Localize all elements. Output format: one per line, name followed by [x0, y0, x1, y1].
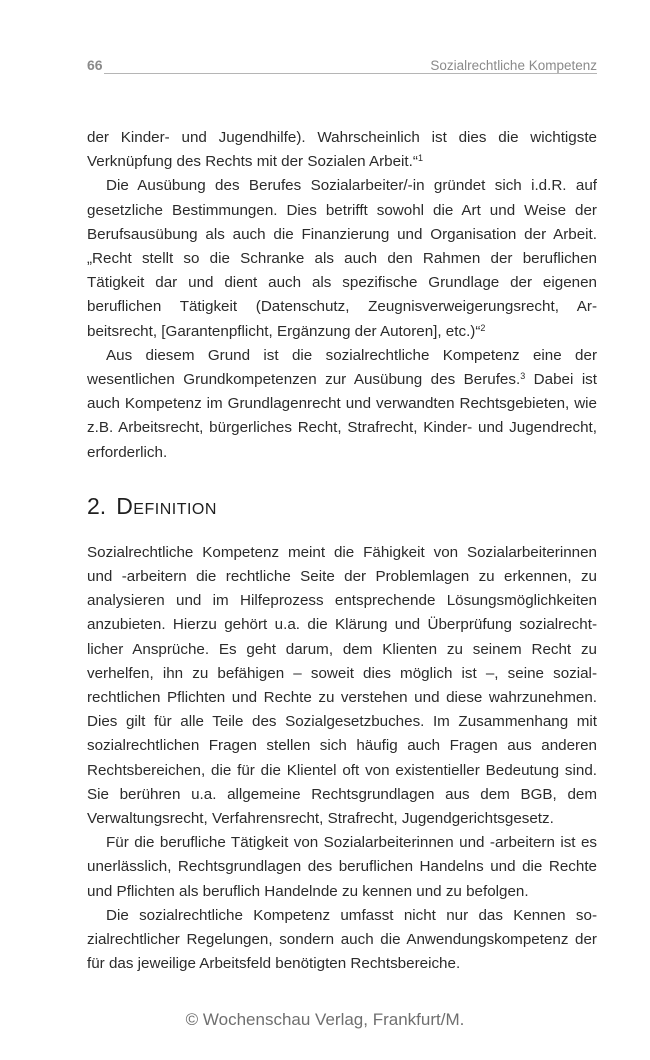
footnote-ref: 1 [417, 153, 423, 164]
paragraph: Die Ausübung des Berufes Sozialarbeiter/-in gründet sich i.d.R. auf gesetzliche Bestimmungen. Dies betrifft sowohl die Art und Weise der Berufsausübung als auch die Finanzierung und Organisation der Arbeit. „Recht stellt so die Schranke als auch den Rahmen der beruflichen Tätigkeit dar und dient auch als spezifische Grundlage der eigenen beruflichen Tätigkeit (Datenschutz, Zeugnisverweigerungsrecht, Arbeitsrecht, [Garantenpflicht, Ergänzung der Autoren], etc.)“$^2$ [87, 177, 597, 340]
section-number: 2. [87, 492, 107, 519]
copyright-footer: © Wochenschau Verlag, Frankfurt/M. [185, 1010, 465, 1029]
section-title: Definition [116, 492, 217, 519]
footnote-ref: 3 [520, 371, 526, 382]
footnote-ref: 2 [480, 322, 486, 333]
paragraph: Die sozialrechtliche Kompetenz umfasst nicht nur das Kennen sozialrechtlicher Regelungen, sondern auch die Anwendungskompetenz der für das jeweilige Arbeitsfeld benötigten Rechtsbereiche. [87, 906, 597, 973]
header-rule [104, 73, 597, 74]
section-heading [87, 491, 597, 521]
paragraph: der Kinder- und Jugendhilfe). Wahrscheinlich ist dies die wichtigste Verknüpfung des Rechts mit der Sozialen Arbeit.“$^1$ [87, 129, 597, 171]
paragraph: Aus diesem Grund ist die sozialrechtliche Kompetenz eine der wesentlichen Grundkompetenzen zur Ausübung des Berufes.$^3$ Dabei ist auch Kompetenz im Grundlagenrecht und verwandten Rechtsgebieten, wie z.B. Arbeitsrecht, bürgerliches Recht, Strafrecht, Kinder- und Jugendrecht, erforderlich. [87, 346, 598, 461]
paragraph: Für die berufliche Tätigkeit von Sozialarbeiterinnen und -arbeitern ist es unerlässlich, Rechtsgrundlagen des beruflichen Handelns und die Rechte und Pflichten als beruflich Handelnde zu kennen und zu befolgen. [87, 834, 597, 900]
running-title: Sozialrechtliche Kompetenz [430, 58, 597, 73]
paragraph: Sozialrechtliche Kompetenz meint die Fähigkeit von Sozialarbeiterinnen und -arbeitern die rechtliche Seite der Problemlagen zu erkennen, zu analysieren und im Hilfeprozess entsprechende Lösungsmöglichkeiten anzubieten. Hierzu gehört u.a. die Klärung und Überprüfung sozialrechtlicher Ansprüche. Es geht darum, dem Klienten zu seinem Recht zu verhelfen, ihn zu befähigen – soweit dies möglich ist –, seine sozialrechtlichen Pflichten und Rechte zu verstehen und diese wahrzunehmen. Dies gilt für alle Teile des Sozialgesetzbuches. Im Zusammenhang mit sozialrechtlichen Fragen stellen sich häufig auch Fragen aus anderen Rechtsbereichen, die für die Klientel oft von existentieller Bedeutung sind. Sie berühren u.a. allgemeine Rechtsgrundlagen aus dem BGB, dem Verwaltungsrecht, Verfahrensrecht, Strafrecht, Jugendgerichtsgesetz. [87, 543, 597, 828]
page-number: 66 [87, 57, 103, 73]
page-header [87, 57, 597, 75]
body-text [87, 126, 597, 977]
